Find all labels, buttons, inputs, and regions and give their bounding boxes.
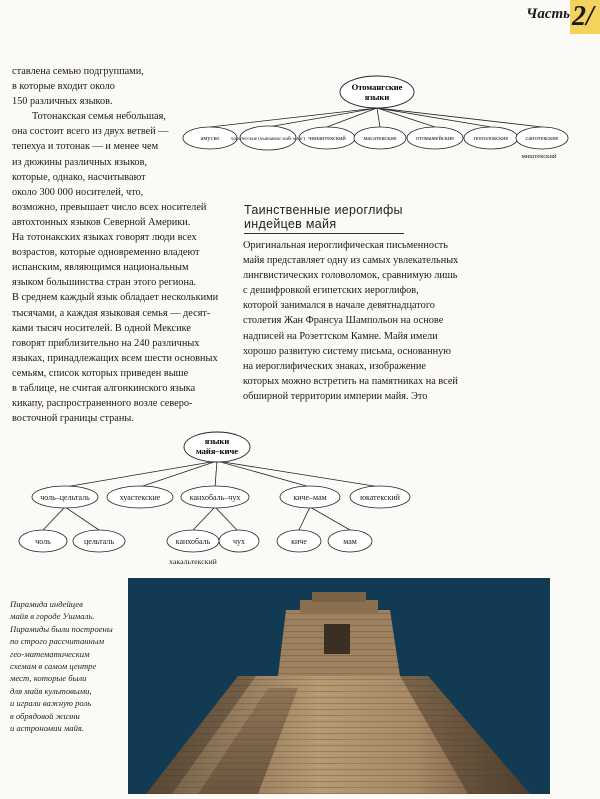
caption-line: майя в городе Ушмаль. <box>10 611 95 622</box>
maya-label: мам <box>343 537 357 546</box>
maya-label: хуастекские <box>119 493 161 502</box>
text-line: восточной границы страны. <box>12 413 134 425</box>
text-line: около 300 000 носителей, что, <box>12 186 144 198</box>
maya-label: канхобаль–чух <box>189 493 241 502</box>
text-line: тысячами, а каждая языковая семья — десят- <box>12 307 211 319</box>
maya-label: киче–мам <box>293 493 327 502</box>
caption-line: Пирамиды были построены <box>10 623 113 634</box>
caption-line: гео-математическим <box>10 648 90 659</box>
otomang-root-label-1: Отомангские <box>351 82 403 92</box>
maya-label: киче <box>291 537 307 546</box>
otomang-tree-diagram <box>175 70 575 170</box>
caption-line: в обрядовой жизни <box>10 710 80 721</box>
text-line: Тотонакская семья небольшая, <box>32 111 166 123</box>
text-line: с дешифровкой египетских иероглифов, <box>243 285 419 297</box>
pyramid-illustration <box>128 578 550 794</box>
text-line: 150 различных языков. <box>12 96 113 108</box>
otomang-label: чоротегские (чьяпанекс-кий–манг) <box>231 137 305 142</box>
otomang-label: чинантекский <box>308 135 346 142</box>
text-line: майя представляет одну из самых увлекательных <box>243 255 459 267</box>
caption-line: и астрономии майя. <box>10 723 85 734</box>
pyramid-photo <box>128 578 550 794</box>
maya-label: чух <box>232 537 246 546</box>
caption-line: по строго рассчитанным <box>10 636 105 647</box>
text-line: говорят приблизительно на 240 различных <box>12 337 200 349</box>
otomang-label: отомамейские <box>415 135 455 142</box>
maya-label: цельталь <box>83 537 115 546</box>
text-line: возможно, превышает число всех носителей <box>12 201 207 213</box>
maya-tree-diagram <box>15 425 415 570</box>
maya-root-label-2: майя–киче <box>195 446 239 456</box>
text-line: в таблице, не считая алгонкинского языка <box>12 382 196 394</box>
text-line: автохтонных языков Северной Америки. <box>12 216 191 228</box>
otomang-label: масатекские <box>363 135 397 142</box>
text-line: из дюжины различных языков, <box>12 156 148 168</box>
text-line: хорошо развитую систему письма, основанную <box>243 345 451 357</box>
text-line: надписей на Розеттском Камне. Майя имели <box>243 330 438 342</box>
text-line: которой занимался в начале девятнадцатого <box>243 300 435 312</box>
text-line: В среднем каждый язык обладает несколькими <box>12 292 219 304</box>
caption-line: и играли важную роль <box>10 698 92 709</box>
text-line: ками тысяч носителей. В одной Мексике <box>12 322 191 334</box>
text-line: в которые входит около <box>12 81 115 93</box>
maya-label: юкатекский <box>360 493 400 502</box>
section-text <box>243 238 471 404</box>
text-line: языках, принадлежащих всем шести основных <box>12 352 218 364</box>
caption-line: для майя культовыми, <box>10 685 92 696</box>
part-number: 2/ <box>570 0 600 34</box>
section-title: Таинственные иероглифы индейцев майя <box>244 203 404 234</box>
caption-line: мест, которые были <box>10 673 87 684</box>
otomang-label: амуско <box>200 135 220 142</box>
text-line: тепехуа и тотонак — и менее чем <box>12 141 159 153</box>
text-line: которых можно встретить на памятниках на всей <box>243 375 458 387</box>
otomang-label: сапотекские <box>525 135 559 142</box>
maya-label: канхобаль <box>175 537 211 546</box>
text-line: Оригинальная иероглифическая письменность <box>243 240 449 251</box>
caption-line: схемам в самом центре <box>10 661 97 672</box>
temple-doorway <box>324 624 350 654</box>
text-line: обширной территории империи майя. Это <box>243 390 428 402</box>
text-line: испанским, являющимся национальным <box>12 262 189 274</box>
text-line: лингвистических головоломок, сравнимую лишь <box>243 270 458 282</box>
photo-caption <box>10 598 122 734</box>
text-line: языком большинства стран этого региона. <box>12 277 197 289</box>
text-line: кикапу, распространенного возле северо- <box>12 398 193 410</box>
text-line: ставлена семью подгруппами, <box>12 66 144 77</box>
maya-extra-label: хакальтекский <box>169 557 217 566</box>
maya-root-label-1: языки <box>204 436 230 446</box>
part-label: Часть <box>526 6 570 22</box>
text-line: возрастов, которые одновременно владеют <box>12 247 200 259</box>
text-line: столетия Жан Франсуа Шампольон на основе <box>243 315 444 327</box>
otomang-extra-label: миштекский <box>521 153 557 160</box>
text-line: На тотонакских языках говорят люди всех <box>12 232 197 244</box>
otomang-label: пополокские <box>473 135 509 142</box>
maya-label: чоль–цельталь <box>40 493 90 502</box>
text-line: которые, однако, насчитывают <box>12 171 146 183</box>
text-line: семьям, список которых приведен выше <box>12 367 189 379</box>
otomang-root-label-2: языки <box>364 92 390 102</box>
maya-label: чоль <box>35 537 51 546</box>
text-line: на иероглифических знаках, изображение <box>243 360 427 372</box>
caption-line: Пирамида индейцев <box>10 599 83 609</box>
text-line: она состоит всего из двух ветвей — <box>12 126 169 138</box>
